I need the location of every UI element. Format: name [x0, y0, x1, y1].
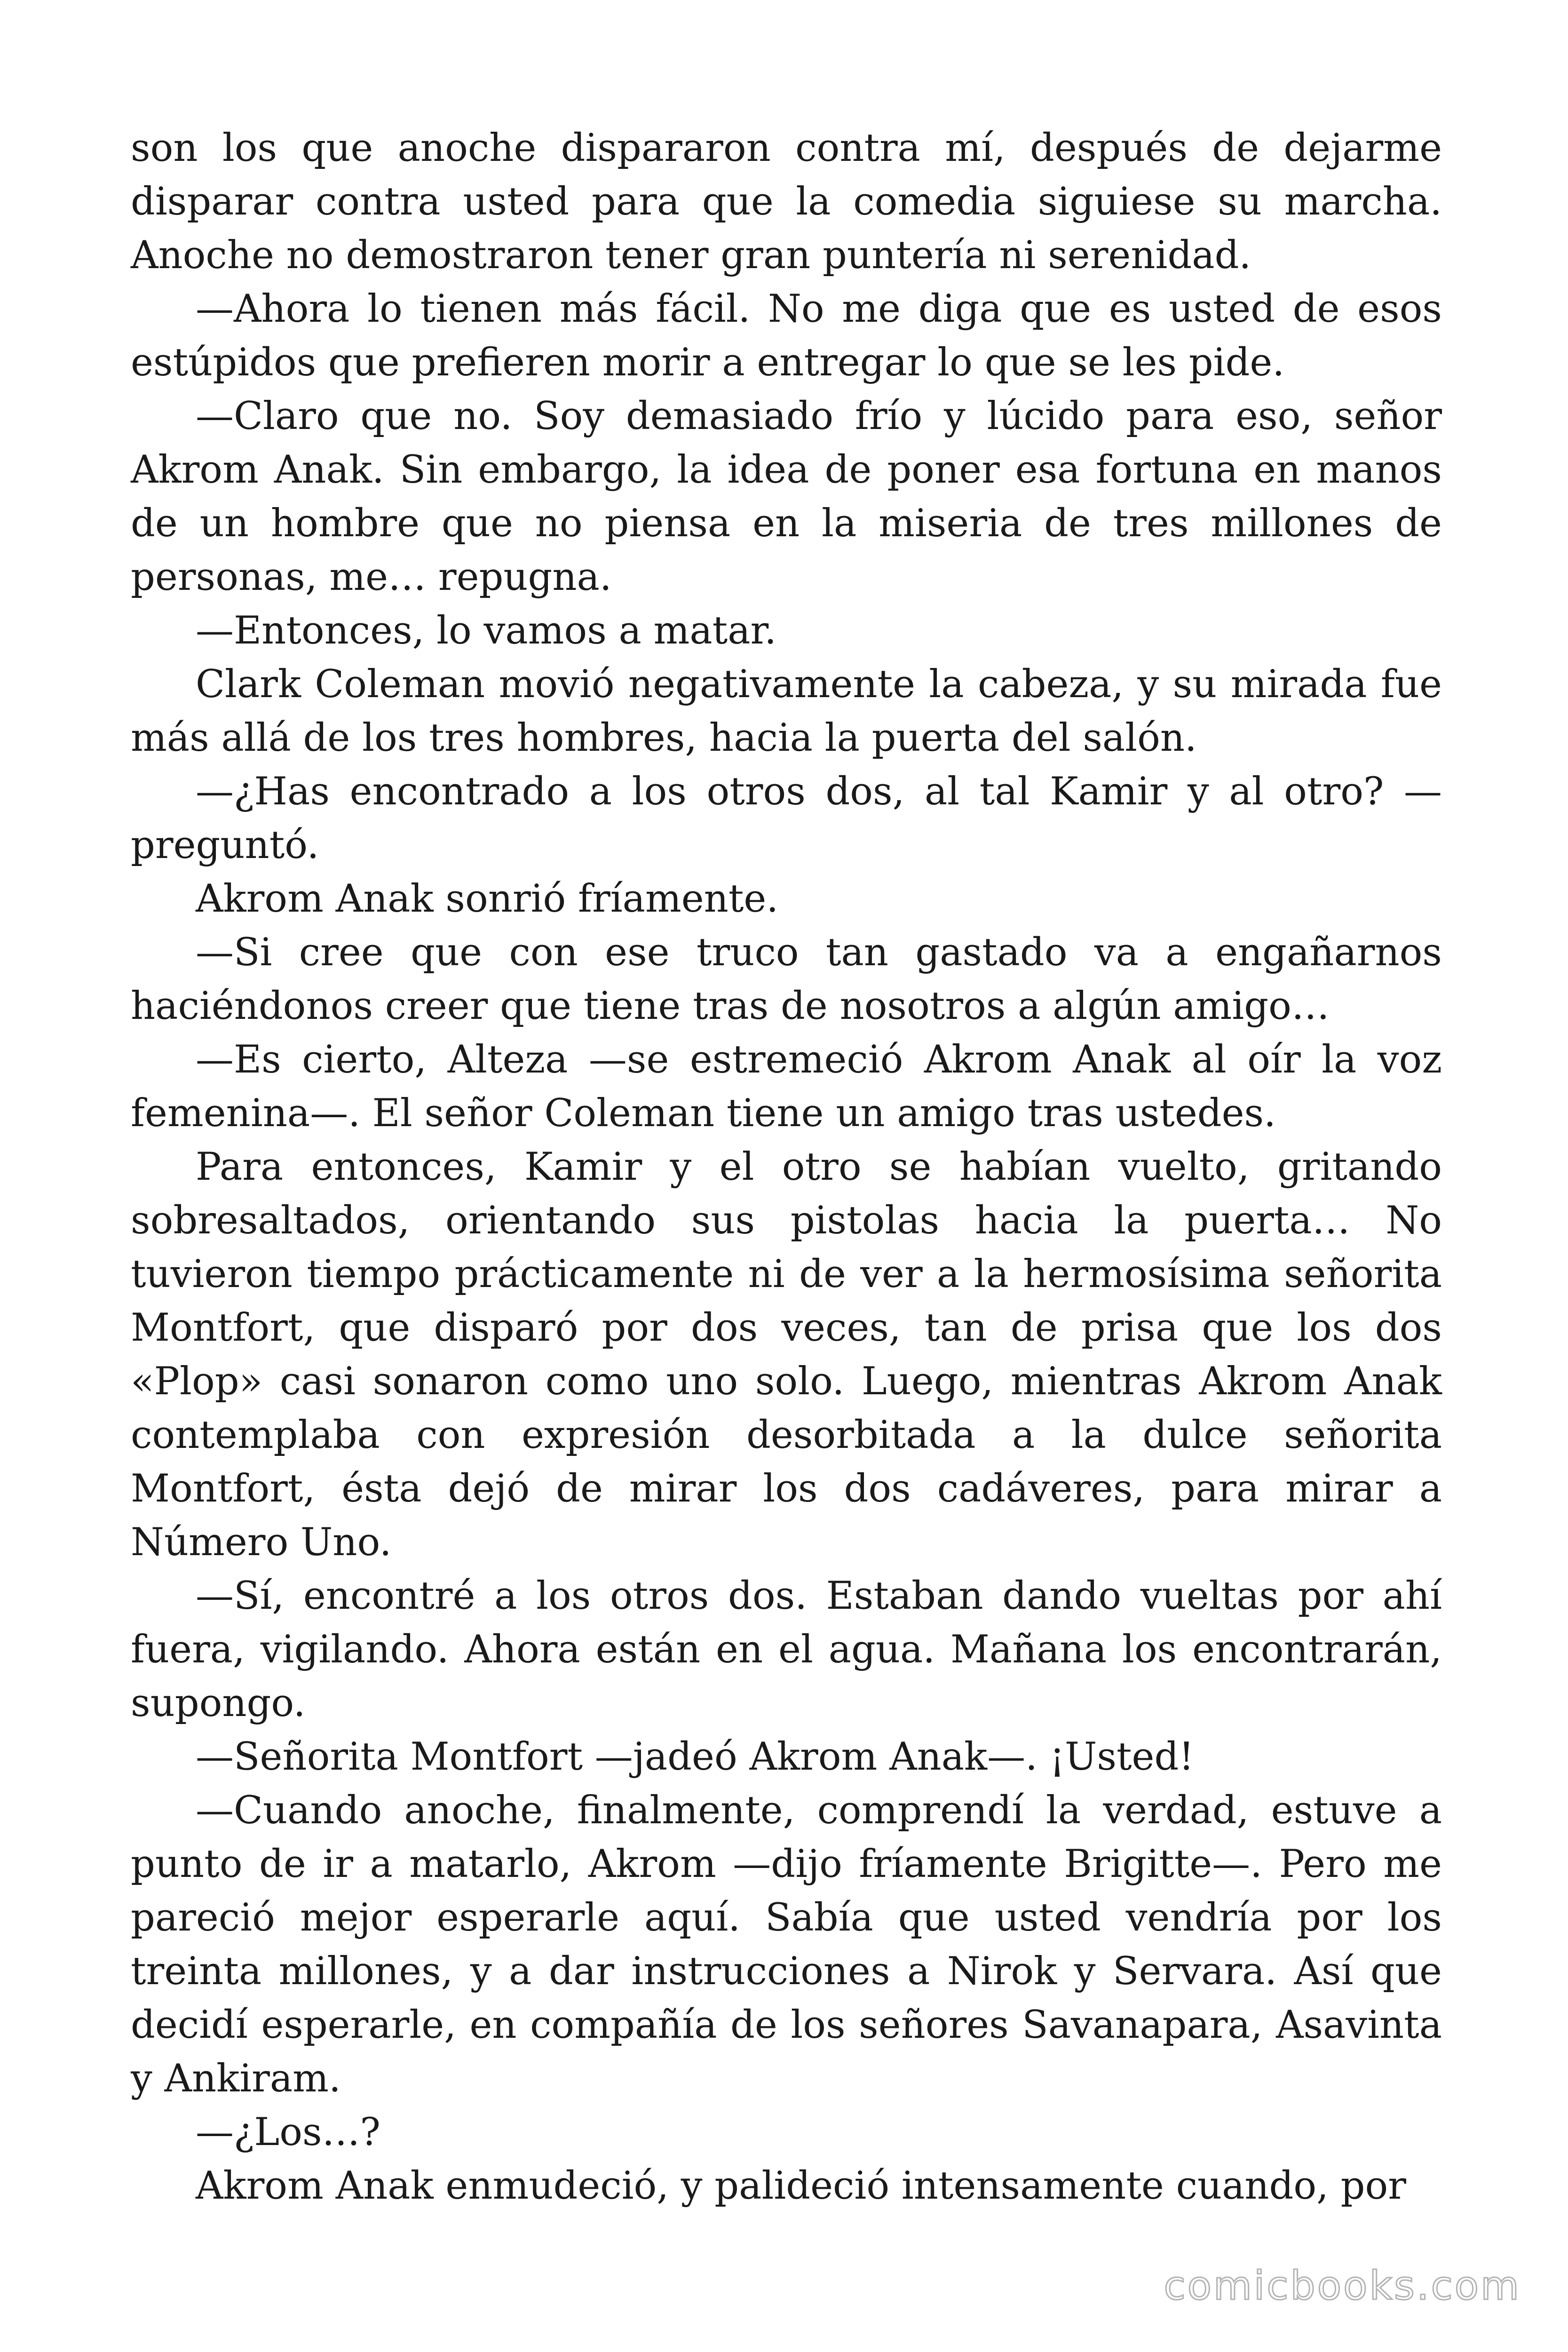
paragraph-dialogue: —Es cierto, Alteza —se estremeció Akrom Anak al oír la voz femenina—. El señor Coleman tiene un amigo tras ustedes. [131, 1038, 1442, 1136]
paragraph-dialogue: —Claro que no. Soy demasiado frío y lúcido para eso, señor Akrom Anak. Sin embargo, la idea de poner esa fortuna en manos de un hombre que no piensa en la miseria de tres millones de personas, me… repugna. [131, 394, 1442, 599]
paragraph-narration: Clark Coleman movió negativamente la cabeza, y su mirada fue más allá de los tres hombres, hacia la puerta del salón. [131, 662, 1442, 760]
paragraph-narration: Para entonces, Kamir y el otro se habían vuelto, gritando sobresaltados, orientando sus pistolas hacia la puerta… No tuvieron tiempo prácticamente ni de ver a la hermosísima señorita Montfort, que disparó por dos veces, tan de prisa que los dos «Plop» casi sonaron como uno solo. Luego, mientras Akrom Anak contemplaba con expresión desorbitada a la dulce señorita Montfort, ésta dejó de mirar los dos cadáveres, para mirar a Número Uno. [131, 1145, 1442, 1565]
paragraph-dialogue: —Señorita Montfort —jadeó Akrom Anak—. ¡Usted! [196, 1735, 1194, 1779]
page-body [131, 121, 1442, 2238]
site-watermark: comicbooks.com [1164, 2263, 1521, 2309]
paragraph-dialogue: —¿Los…? [196, 2110, 380, 2154]
paragraph-narration: Akrom Anak enmudeció, y palideció intensamente cuando, por [196, 2164, 1407, 2208]
paragraph-dialogue: —Ahora lo tienen más fácil. No me diga que es usted de esos estúpidos que prefieren morir a entregar lo que se les pide. [131, 287, 1442, 385]
paragraph-dialogue: —Entonces, lo vamos a matar. [196, 609, 777, 653]
paragraph-continuation: son los que anoche dispararon contra mí, después de dejarme disparar contra usted para que la comedia siguiese su marcha. Anoche no demostraron tener gran puntería ni serenidad. [131, 126, 1442, 278]
paragraph-narration: Akrom Anak sonrió fríamente. [196, 877, 779, 921]
paragraph-dialogue: —Sí, encontré a los otros dos. Estaban dando vueltas por ahí fuera, vigilando. Ahora están en el agua. Mañana los encontrarán, supongo. [131, 1574, 1442, 1725]
paragraph-dialogue: —Si cree que con ese truco tan gastado va a engañarnos haciéndonos creer que tiene tras de nosotros a algún amigo… [131, 930, 1442, 1028]
paragraph-dialogue: —¿Has encontrado a los otros dos, al tal Kamir y al otro? —preguntó. [131, 770, 1442, 867]
paragraph-dialogue: —Cuando anoche, finalmente, comprendí la verdad, estuve a punto de ir a matarlo, Akrom —dijo fríamente Brigitte—. Pero me pareció mejor esperarle aquí. Sabía que usted vendría por los treinta millones, y a dar instrucciones a Nirok y Servara. Así que decidí esperarle, en compañía de los señores Savanapara, Asavinta y Ankiram. [131, 1788, 1442, 2101]
